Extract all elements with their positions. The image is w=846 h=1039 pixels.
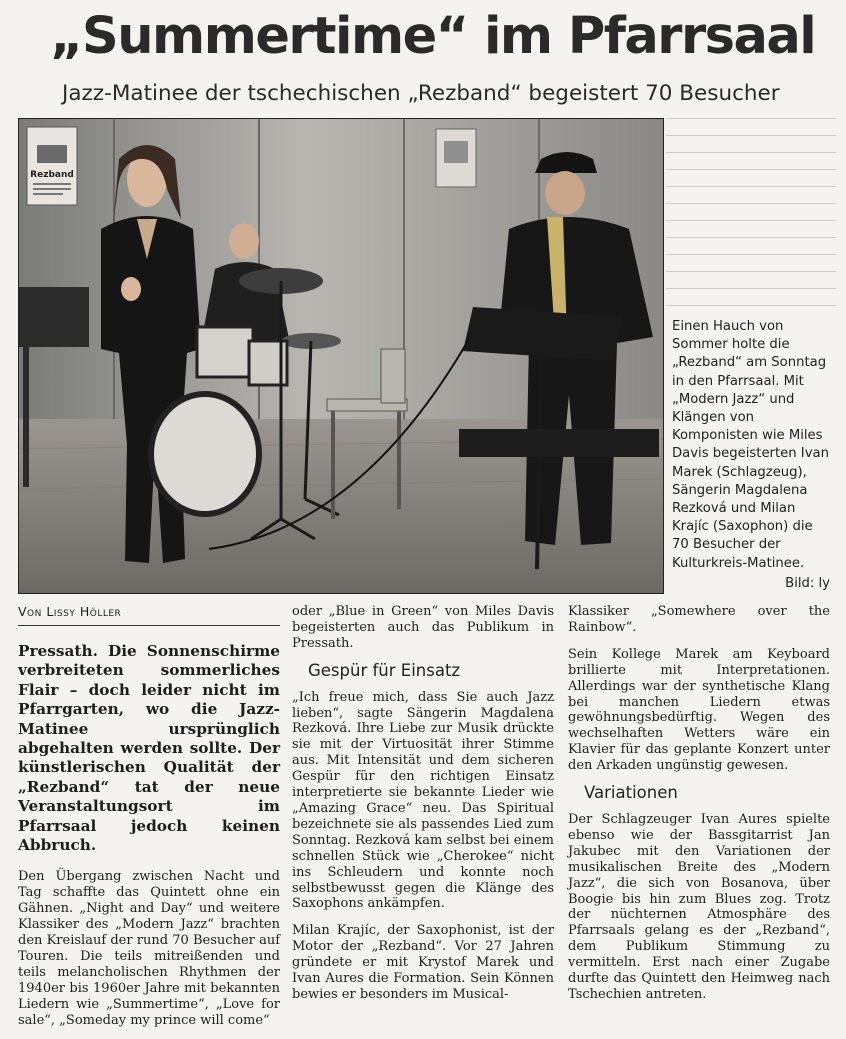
article-column-1 xyxy=(18,604,280,1039)
section-heading: Gespür für Einsatz xyxy=(308,660,461,680)
section-heading: Variationen xyxy=(584,783,678,803)
body-paragraph: „Ich freue mich, dass Sie auch Jazz lieben“, sagte Sängerin Magdalena Rezková. Ihre Liebe zur Musik drückte sie mit der Virtuosität ihrer Stimme aus. Mit Intensität und dem sicheren Gespür für den richtigen Einsatz interpretierte sie bekannte Lieder wie „Amazing Grace“ neu. Das Spiritual bezeichnete sie als passendes Lied zum Sonntag. Rezková kam selbst bei einem schnellen Stück wie „Cherokee“ nicht ins Schleudern und konnte noch selbstbewusst gegen die Klänge des Saxophons ankämpfen. xyxy=(292,689,554,912)
adjacent-article-bleed xyxy=(666,118,836,314)
lead-paragraph: Pressath. Die Sonnenschirme verbreiteten sommerliches Flair – doch leider nicht im Pfarrgarten, wo die Jazz-Matinee ursprünglich abgehalten werden sollte. Der künstlerischen Qualität der „Rezband“ tat der neue Veranstaltungsort im Pfarrsaal jedoch keinen Abbruch. xyxy=(18,641,280,854)
article-headline: „Summertime“ im Pfarrsaal xyxy=(50,7,816,66)
caption-text: Einen Hauch von Sommer holte die „Rezband“ am Sonntag in den Pfarrsaal. Mit „Modern Jazz“ und Klängen von Komponisten wie Miles Davis begeisterten Ivan Marek (Schlagzeug), Sängerin Magdalena Rezková und Milan Krajíc (Saxophon) die 70 Besucher der Kulturkreis-Matinee. xyxy=(672,319,829,571)
article-column-2 xyxy=(292,604,554,1014)
body-paragraph: Sein Kollege Marek am Keyboard brillierte mit Interpretationen. Allerdings war der synthetische Klang bei manchen Liedern etwas gewöhnungsbedürftig. Wegen des wechselhaften Wetters wäre ein Klavier für das geplante Konzert unter den Arkaden ungünstig gewesen. xyxy=(568,646,830,774)
article-column-3 xyxy=(568,604,830,1014)
body-paragraph: Milan Krajíc, der Saxophonist, ist der Motor der „Rezband“. Vor 27 Jahren gründete er mit Krystof Marek und Ivan Aures die Formation. Sein Können bewies er besonders im Musical- xyxy=(292,923,554,1002)
author-byline: Von Lissy Höller xyxy=(18,604,280,626)
body-paragraph: Den Übergang zwischen Nacht und Tag schaffte das Quintett ohne ein Gähnen. „Night and Day“ und weitere Klassiker des „Modern Jazz“ brachten den Kreislauf der rund 70 Besucher auf Touren. Die teils mitreißenden und teils melancholischen Rhythmen der 1940er bis 1960er Jahre mit bekannten Liedern wie „Summertime“, „Love for sale“, „Someday my prince will come“ xyxy=(18,869,280,1028)
photo-credit: Bild: ly xyxy=(785,575,830,591)
body-paragraph: Der Schlagzeuger Ivan Aures spielte ebenso wie der Bassgitarrist Jan Jakubec mit den Variationen der musikalischen Breite des „Modern Jazz“, die sich von Bosanova, über Boogie bis hin zum Blues zog. Trotz der nüchternen Atmosphäre des Pfarrsaals gelang es der „Rezband“, dem Publikum Stimmung zu vermitteln. Erst nach einer Zugabe durfte das Quintett den Heimweg nach Tschechien antreten. xyxy=(568,811,830,1002)
concert-photo xyxy=(18,118,664,594)
body-paragraph: oder „Blue in Green“ von Miles Davis begeisterten auch das Publikum in Pressath. xyxy=(292,604,554,651)
article-subheadline: Jazz-Matinee der tschechischen „Rezband“ begeistert 70 Besucher xyxy=(62,81,780,106)
body-paragraph: Klassiker „Somewhere over the Rainbow“. xyxy=(568,604,830,635)
poster-band-name: Rezband xyxy=(30,170,74,180)
photo-caption xyxy=(672,318,830,593)
